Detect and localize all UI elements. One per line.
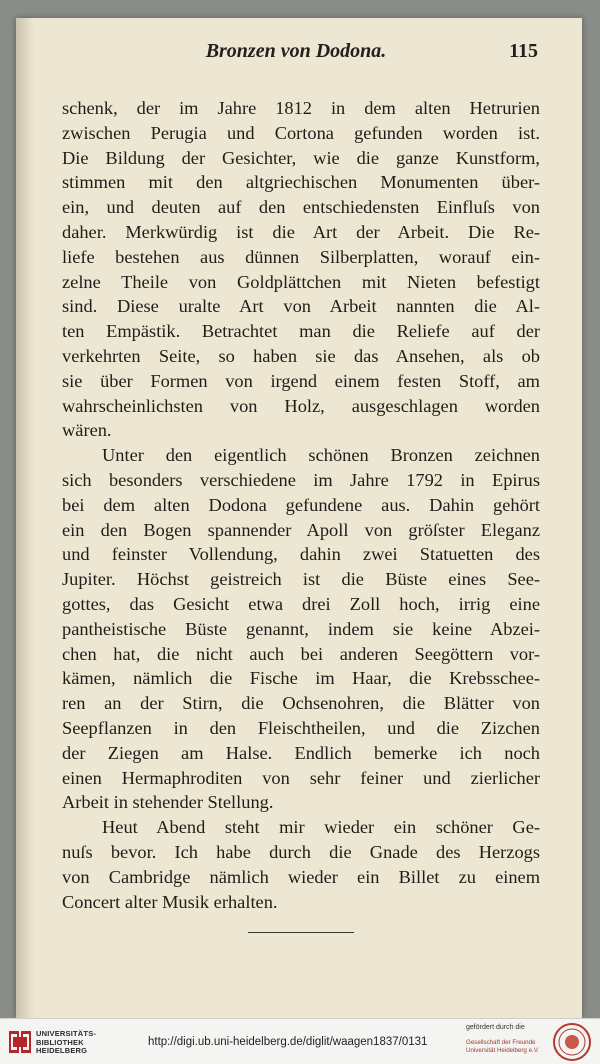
library-name-line: HEIDELBERG [36, 1046, 88, 1055]
society-seal-icon [552, 1022, 592, 1062]
text-line: schenk, der im Jahre 1812 in dem alten Hetrurien [62, 98, 540, 118]
text-line: sind. Diese uralte Art von Arbeit nannten die Al- [62, 296, 540, 317]
text-line: zwischen Perugia und Cortona gefunden worden ist. [62, 122, 540, 143]
text-line: Arbeit in stehender Stellung. [62, 792, 274, 813]
text-line: nuſs bevor. Ich habe durch die Gnade des Herzogs [62, 841, 540, 862]
text-line: daher. Merkwürdig ist die Art der Arbeit. Die Re- [62, 221, 540, 242]
text-line: Concert alter Musik erhalten. [62, 891, 278, 912]
text-line: einen Hermaphroditen von sehr feiner und zierlicher [62, 767, 540, 788]
text-line: der Ziegen am Halse. Endlich bemerke ich noch [62, 742, 540, 763]
library-logo-icon [8, 1029, 32, 1055]
society-name-line: Universität Heidelberg e.V. [466, 1046, 540, 1054]
text-line: ein, und deuten auf den entschiedensten Einfluſs von [62, 197, 540, 218]
text-line: zelne Theile von Goldplättchen mit Nieten befestigt [62, 271, 540, 292]
text-line: chen hat, die nicht auch bei anderen Seegöttern vor- [62, 643, 540, 664]
text-line: ten Empästik. Betrachtet man die Reliefe auf der [62, 321, 540, 342]
body-text [62, 96, 540, 914]
text-line: Jupiter. Höchst geistreich ist die Büste eines See- [62, 569, 540, 590]
text-line: wahrscheinlichsten von Holz, ausgeschlagen worden [62, 395, 540, 416]
viewer-footer [0, 1018, 600, 1064]
text-line: sich besonders verschiedene im Jahre 1792 in Epirus [62, 469, 540, 490]
text-line: und feinster Vollendung, dahin zwei Statuetten des [62, 544, 540, 565]
running-title: Bronzen von Dodona. [205, 40, 387, 62]
paragraph-1 [62, 96, 540, 443]
paragraph-2 [62, 443, 540, 815]
page-number: 115 [509, 40, 538, 62]
library-name-line: UNIVERSITÄTS- [36, 1029, 97, 1038]
society-name [466, 1039, 539, 1054]
funded-by-label: gefördert durch die [466, 1024, 525, 1031]
text-line: Unter den eigentlich schönen Bronzen zeichnen [102, 445, 540, 466]
text-line: verkehrten Seite, so haben sie das Ansehen, als ob [62, 345, 540, 366]
paragraph-3 [62, 815, 540, 914]
text-line: kämen, nämlich die Fische im Haar, die Krebsschee- [62, 668, 540, 689]
permalink-url[interactable]: http://digi.ub.uni-heidelberg.de/diglit/waagen1837/0131 [148, 1036, 428, 1048]
society-name-line: Gesellschaft der Freunde [466, 1039, 536, 1046]
text-line: Seepflanzen in den Fleischtheilen, und die Zizchen [62, 717, 540, 738]
text-line: wären. [62, 420, 112, 441]
text-line: sie über Formen von irgend einem festen Stoff, am [62, 370, 540, 391]
text-line: Heut Abend steht mir wieder ein schöner Ge- [102, 817, 540, 838]
text-line: Die Bildung der Gesichter, wie die ganze Kunstform, [62, 147, 540, 168]
text-line: von Cambridge nämlich wieder ein Billet zu einem [62, 866, 540, 887]
page-gutter-shadow [16, 18, 34, 1018]
text-line: liefe bestehen aus dünnen Silberplatten, worauf ein- [62, 246, 540, 267]
text-line: gottes, das Gesicht etwa drei Zoll hoch, irrig eine [62, 593, 540, 614]
text-line: pantheistische Büste genannt, indem sie keine Abzei- [62, 618, 540, 639]
library-name-line: BIBLIOTHEK [36, 1037, 84, 1047]
text-line: ein den Bogen spannender Apoll von gröſster Eleganz [62, 519, 540, 540]
running-head [46, 40, 546, 70]
end-rule [248, 932, 354, 933]
text-line: ren an der Stirn, die Ochsenohren, die Blätter von [62, 693, 540, 714]
text-line: bei dem alten Dodona gefundene aus. Dahin gehört [62, 494, 540, 515]
library-name [36, 1030, 96, 1056]
text-line: stimmen mit den altgriechischen Monumenten über- [62, 172, 540, 193]
